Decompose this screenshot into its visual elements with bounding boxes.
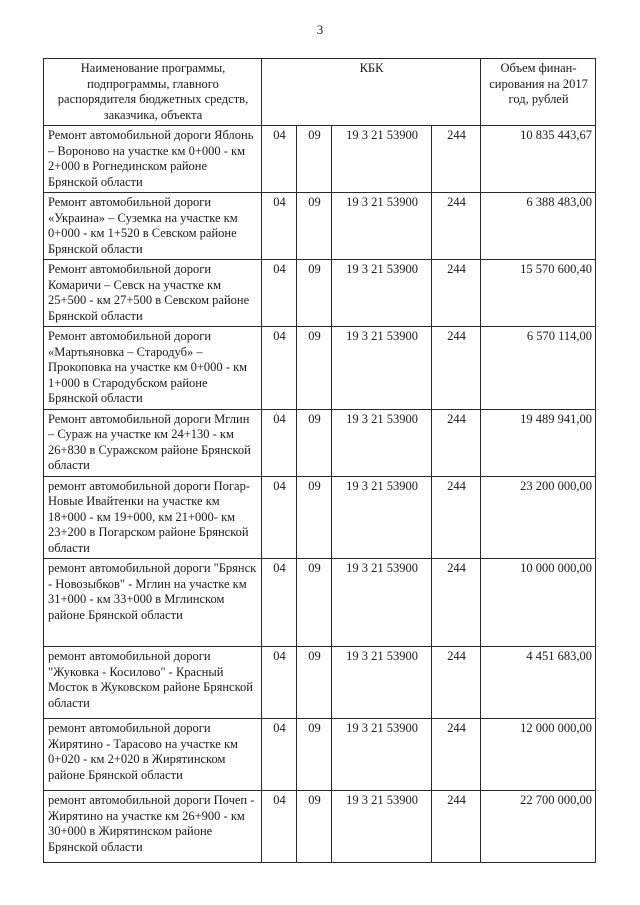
row-subsection-cell: 09 [297,409,332,476]
row-section-cell: 04 [262,647,297,719]
header-kbk: КБК [262,59,481,126]
row-subsection-cell: 09 [297,791,332,863]
row-subsection-cell: 09 [297,327,332,410]
row-name-cell: Ремонт автомобильной дороги Комаричи – Севск на участке км 25+500 - км 27+500 в Севском районе Брянской области [44,260,262,327]
row-name-cell: Ремонт автомобильной дороги «Мартьяновка – Стародуб» – Прокоповка на участке км 0+000 - км 1+000 в Стародубском районе Брянской области [44,327,262,410]
row-amount-cell: 23 200 000,00 [481,476,596,559]
row-target-cell: 19 3 21 53900 [332,126,432,193]
row-section-cell: 04 [262,126,297,193]
row-target-cell: 19 3 21 53900 [332,409,432,476]
table-row [44,559,596,647]
table-row [44,719,596,791]
row-amount-cell: 12 000 000,00 [481,719,596,791]
row-section-cell: 04 [262,409,297,476]
row-amount-cell: 15 570 600,40 [481,260,596,327]
row-name-cell: ремонт автомобильной дороги Жирятино - Тарасово на участке км 0+020 - км 2+020 в Жирятинском районе Брянской области [44,719,262,791]
row-name-cell: ремонт автомобильной дороги "Брянск - Новозыбков" - Мглин на участке км 31+000 - км 33+000 в Мглинском районе Брянской области [44,559,262,647]
row-expense-type-cell: 244 [432,260,481,327]
table-row [44,126,596,193]
row-name-cell: ремонт автомобильной дороги Почеп - Жирятино на участке км 26+900 - км 30+000 в Жирятинском районе Брянской области [44,791,262,863]
table-row [44,327,596,410]
row-subsection-cell: 09 [297,126,332,193]
row-subsection-cell: 09 [297,559,332,647]
table-row [44,409,596,476]
row-section-cell: 04 [262,193,297,260]
row-subsection-cell: 09 [297,476,332,559]
row-section-cell: 04 [262,719,297,791]
header-name: Наименование программы, подпрограммы, главного распорядителя бюджетных средств, заказчика, объекта [44,59,262,126]
table-row [44,647,596,719]
row-section-cell: 04 [262,559,297,647]
row-amount-cell: 22 700 000,00 [481,791,596,863]
row-expense-type-cell: 244 [432,126,481,193]
row-amount-cell: 6 570 114,00 [481,327,596,410]
table-body [44,126,596,863]
row-name-cell: Ремонт автомобильной дороги Мглин – Сураж на участке км 24+130 - км 26+830 в Суражском районе Брянской области [44,409,262,476]
table-row [44,476,596,559]
table-row [44,791,596,863]
row-name-cell: ремонт автомобильной дороги Погар-Новые Ивайтенки на участке км 18+000 - км 19+000, км 21+000- км 23+200 в Погарском районе Брянской области [44,476,262,559]
row-expense-type-cell: 244 [432,647,481,719]
row-subsection-cell: 09 [297,260,332,327]
row-amount-cell: 10 835 443,67 [481,126,596,193]
row-expense-type-cell: 244 [432,409,481,476]
row-expense-type-cell: 244 [432,791,481,863]
budget-table [43,58,596,863]
row-section-cell: 04 [262,327,297,410]
table-row [44,260,596,327]
row-subsection-cell: 09 [297,647,332,719]
row-target-cell: 19 3 21 53900 [332,193,432,260]
row-expense-type-cell: 244 [432,559,481,647]
row-subsection-cell: 09 [297,193,332,260]
row-expense-type-cell: 244 [432,719,481,791]
row-name-cell: ремонт автомобильной дороги "Жуковка - Косилово" - Красный Мосток в Жуковском районе Брянской области [44,647,262,719]
row-amount-cell: 6 388 483,00 [481,193,596,260]
row-subsection-cell: 09 [297,719,332,791]
row-name-cell: Ремонт автомобильной дороги «Украина» – Суземка на участке км 0+000 - км 1+520 в Севском районе Брянской области [44,193,262,260]
row-target-cell: 19 3 21 53900 [332,647,432,719]
row-expense-type-cell: 244 [432,193,481,260]
row-section-cell: 04 [262,260,297,327]
row-section-cell: 04 [262,791,297,863]
page-number: 3 [316,22,324,37]
row-name-cell: Ремонт автомобильной дороги Яблонь – Вороново на участке км 0+000 - км 2+000 в Рогнединском районе Брянской области [44,126,262,193]
row-target-cell: 19 3 21 53900 [332,719,432,791]
table-row [44,193,596,260]
row-expense-type-cell: 244 [432,327,481,410]
row-target-cell: 19 3 21 53900 [332,327,432,410]
header-amount: Объем финан-сирования на 2017 год, рублей [481,59,596,126]
row-amount-cell: 19 489 941,00 [481,409,596,476]
row-target-cell: 19 3 21 53900 [332,260,432,327]
row-target-cell: 19 3 21 53900 [332,559,432,647]
row-target-cell: 19 3 21 53900 [332,476,432,559]
row-section-cell: 04 [262,476,297,559]
row-amount-cell: 4 451 683,00 [481,647,596,719]
row-target-cell: 19 3 21 53900 [332,791,432,863]
table-header-row [44,59,596,126]
row-expense-type-cell: 244 [432,476,481,559]
row-amount-cell: 10 000 000,00 [481,559,596,647]
